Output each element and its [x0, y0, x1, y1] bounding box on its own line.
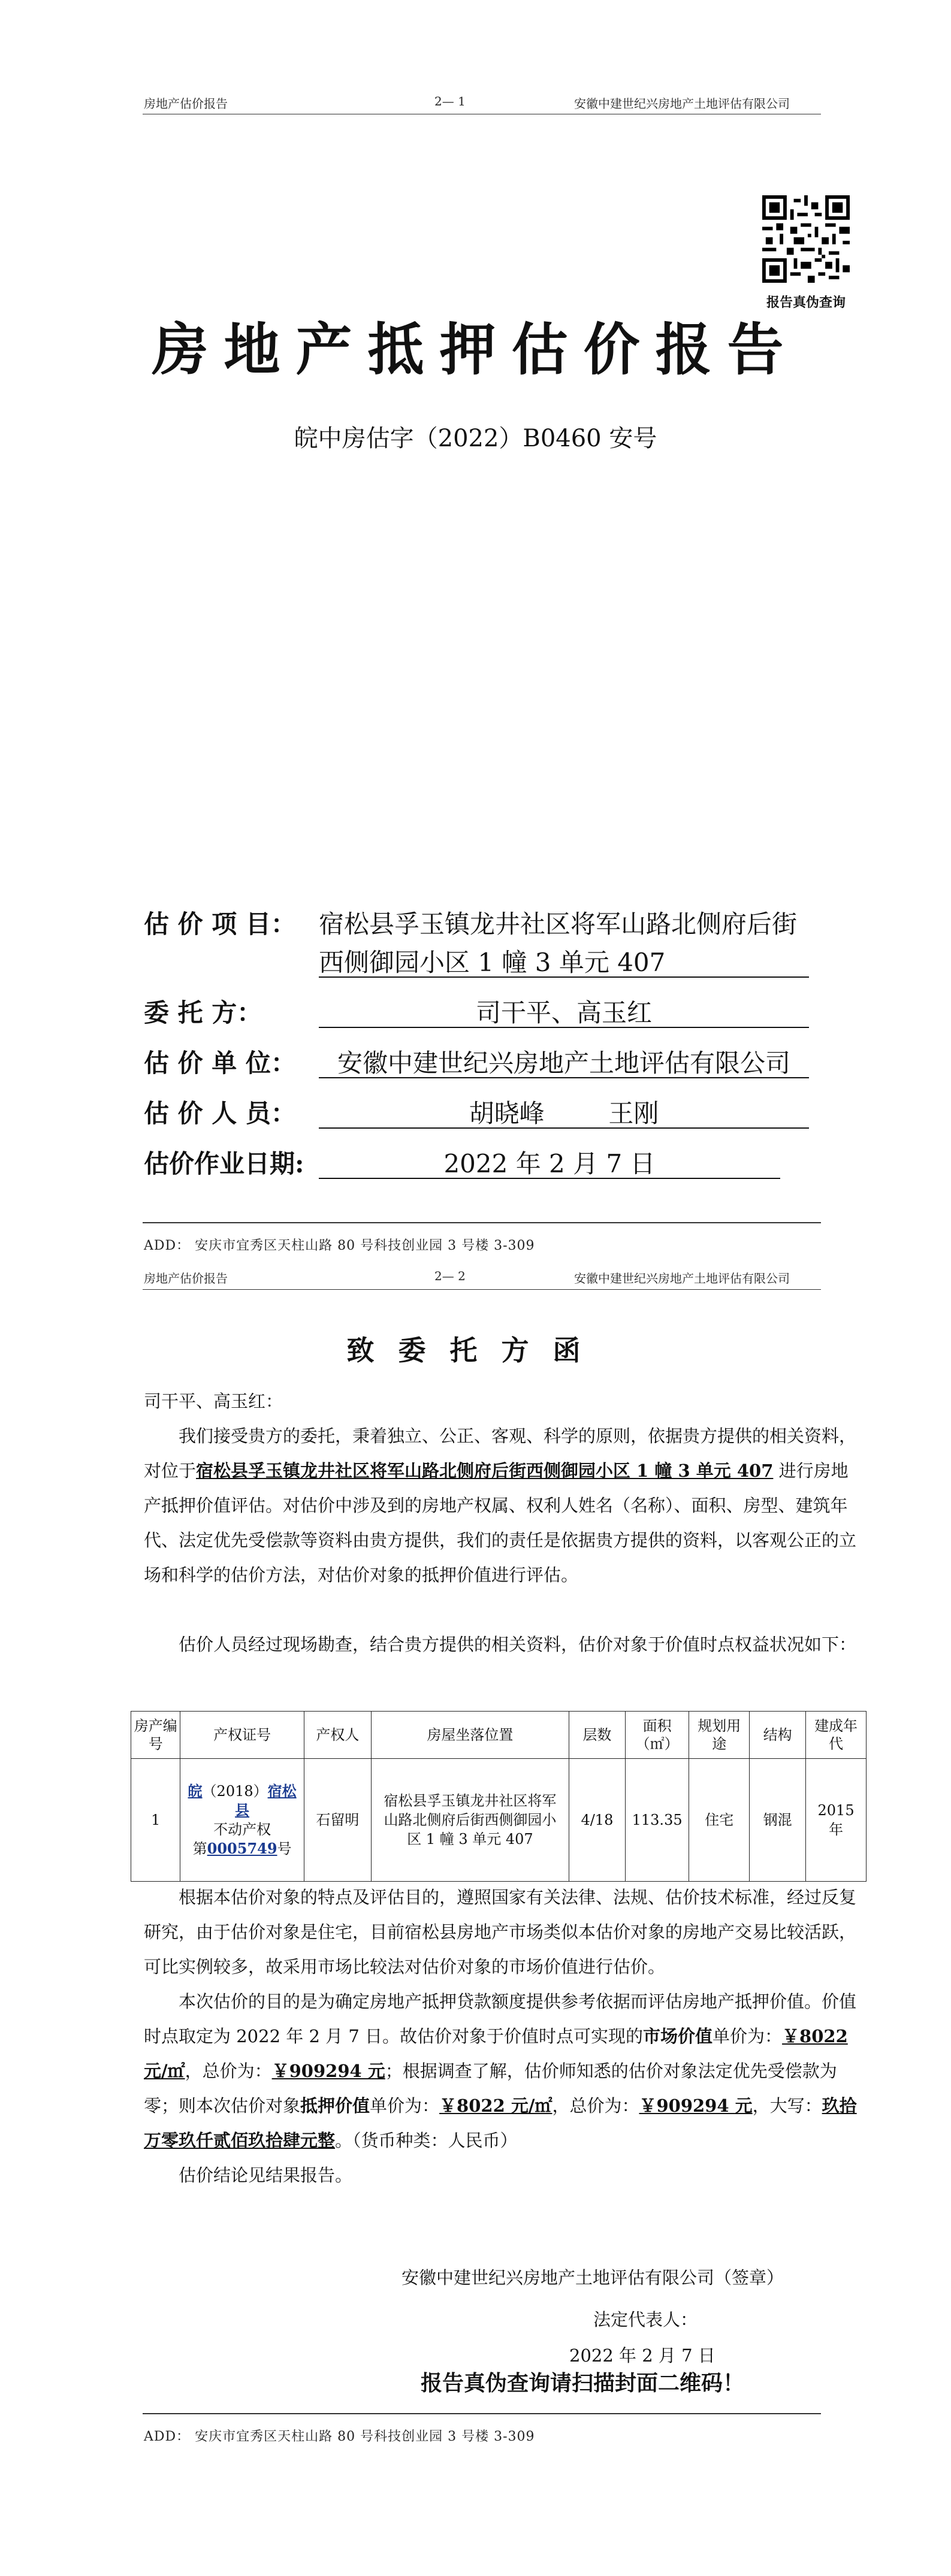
value-client: 司干平、高玉红: [475, 998, 652, 1027]
td-year-built: 2015 年: [806, 1759, 867, 1882]
page2-footer-rule: [143, 2413, 821, 2414]
page1-header-right: 安徽中建世纪兴房地产土地评估有限公司: [574, 96, 790, 111]
mortgage-unit-price: ￥8022 元/㎡: [439, 2096, 553, 2116]
value-appraisal-firm: 安徽中建世纪兴房地产土地评估有限公司: [337, 1048, 790, 1078]
value-appraisers: 胡晓峰 王刚: [469, 1099, 659, 1128]
paragraph-conclusion: 估价结论见结果报告。: [179, 2165, 353, 2185]
signoff-representative: 法定代表人：: [593, 2309, 698, 2330]
label-client: 委 托 方：: [144, 998, 262, 1027]
label-appraisers: 估 价 人 员：: [144, 1099, 296, 1128]
page2-header-rule: [143, 1289, 821, 1290]
page1-header-page-number: 2— 1: [434, 94, 466, 108]
th-planned-use: 规划用途: [689, 1712, 750, 1759]
td-owner: 石留明: [304, 1759, 371, 1882]
market-total-price: ￥909294 元: [271, 2061, 385, 2081]
page2-header-page-number: 2— 2: [434, 1269, 466, 1283]
value-appraisal-project-line1: 宿松县孚玉镇龙井社区将军山路北侧府后街: [319, 909, 798, 939]
report-title: 房地产抵押估价报告: [152, 317, 799, 383]
th-area: 面积（㎡）: [625, 1712, 689, 1759]
page2-footer-address: ADD： 安庆市宜秀区天柱山路 80 号科技创业园 3 号楼 3-309: [144, 2429, 535, 2444]
underline-client: [319, 1027, 809, 1028]
paragraph-entrustment: 我们接受贵方的委托，秉着独立、公正、客观、科学的原则，依据贵方提供的相关资料，对位于宿松县孚玉镇龙井社区将军山路北侧府后街西侧御园小区 1 幢 3 单元 407 进行房地产抵押价值评估。对估价中涉及到的房地产权属、权利人姓名（名称）、面积、房型、建筑年代、法定优先受偿款等资料由贵方提供，我们的责任是依据贵方提供的资料，以客观公正的立场和科学的估价方法，对估价对象的抵押价值进行评估。: [144, 1426, 857, 1585]
letter-title: 致委托方函: [346, 1334, 605, 1366]
td-location: 宿松县孚玉镇龙井社区将军山路北侧府后街西侧御园小区 1 幢 3 单元 407: [371, 1759, 569, 1882]
th-floors: 层数: [569, 1712, 625, 1759]
label-appraisal-date: 估价作业日期:: [144, 1149, 304, 1178]
th-owner: 产权人: [304, 1712, 371, 1759]
label-appraisal-firm: 估 价 单 位：: [144, 1048, 296, 1078]
underline-appraisers: [319, 1127, 809, 1129]
property-table: [131, 1711, 867, 1882]
authenticity-notice: 报告真伪查询请扫描封面二维码！: [421, 2371, 745, 2396]
paragraph-method: 根据本估价对象的特点及评估目的，遵照国家有关法律、法规、估价技术标准，经过反复研究，由于估价对象是住宅，目前宿松县房地产市场类似本估价对象的房地产交易比较活跃，可比实例较多，故采用市场比较法对估价对象的市场价值进行估价。: [144, 1887, 857, 1977]
td-planned-use: 住宅: [689, 1759, 750, 1882]
page2-header-right: 安徽中建世纪兴房地产土地评估有限公司: [574, 1271, 790, 1286]
page2-header-left: 房地产估价报告: [144, 1271, 228, 1286]
table-row: [131, 1759, 867, 1882]
th-structure: 结构: [750, 1712, 806, 1759]
th-property-no: 房产编号: [131, 1712, 180, 1759]
signoff-company: 安徽中建世纪兴房地产土地评估有限公司（签章）: [401, 2267, 784, 2288]
mortgage-total-price: ￥909294 元: [639, 2096, 753, 2116]
total-price-uppercase: 玖拾万零玖仟贰佰玖拾肆元整: [144, 2096, 857, 2151]
paragraph-valuation: 本次估价的目的是为确定房地产抵押贷款额度提供参考依据而评估房地产抵押价值。价值时点取定为 2022 年 2 月 7 日。故估价对象于价值时点可实现的市场价值单价为：￥8022 元/㎡，总价为：￥909294 元；根据调查了解，估价师知悉的估价对象法定优先受偿款为零；则本次估价对象抵押价值单价为：￥8022 元/㎡，总价为：￥909294 元，大写：玖拾万零玖仟贰佰玖拾肆元整。（货币种类：人民币）: [144, 1991, 857, 2151]
signoff-date: 2022 年 2 月 7 日: [569, 2345, 715, 2366]
page1-header-left: 房地产估价报告: [144, 96, 228, 111]
td-area: 113.35: [625, 1759, 689, 1882]
td-property-no: 1: [131, 1759, 180, 1882]
qr-label: 报告真伪查询: [766, 295, 846, 310]
report-number: 皖中房估字（2022）B0460 安号: [294, 425, 657, 452]
underline-firm: [319, 1077, 809, 1078]
td-structure: 钢混: [750, 1759, 806, 1882]
underline-project: [319, 976, 809, 978]
property-address: 宿松县孚玉镇龙井社区将军山路北侧府后街西侧御园小区 1 幢 3 单元 407: [196, 1461, 774, 1481]
value-appraisal-date: 2022 年 2 月 7 日: [443, 1149, 656, 1178]
table-header-row: [131, 1712, 867, 1759]
td-cert-no: 皖（2018）宿松县 不动产权 第0005749号: [180, 1759, 304, 1882]
qr-code-icon[interactable]: [762, 195, 850, 283]
salutation: 司干平、高玉红：: [144, 1391, 283, 1411]
page1-footer-rule: [143, 1222, 821, 1223]
underline-date: [319, 1178, 780, 1179]
paragraph-inspection: 估价人员经过现场勘查，结合贵方提供的相关资料，估价对象于价值时点权益状况如下：: [179, 1634, 857, 1655]
label-appraisal-project: 估 价 项 目：: [144, 909, 296, 939]
market-unit-price: ￥8022 元/㎡: [144, 2026, 848, 2081]
page1-footer-address: ADD： 安庆市宜秀区天柱山路 80 号科技创业园 3 号楼 3-309: [144, 1238, 535, 1253]
value-appraisal-project-line2: 西侧御园小区 1 幢 3 单元 407: [319, 948, 666, 977]
th-location: 房屋坐落位置: [371, 1712, 569, 1759]
th-year-built: 建成年代: [806, 1712, 867, 1759]
td-floors: 4/18: [569, 1759, 625, 1882]
th-cert-no: 产权证号: [180, 1712, 304, 1759]
